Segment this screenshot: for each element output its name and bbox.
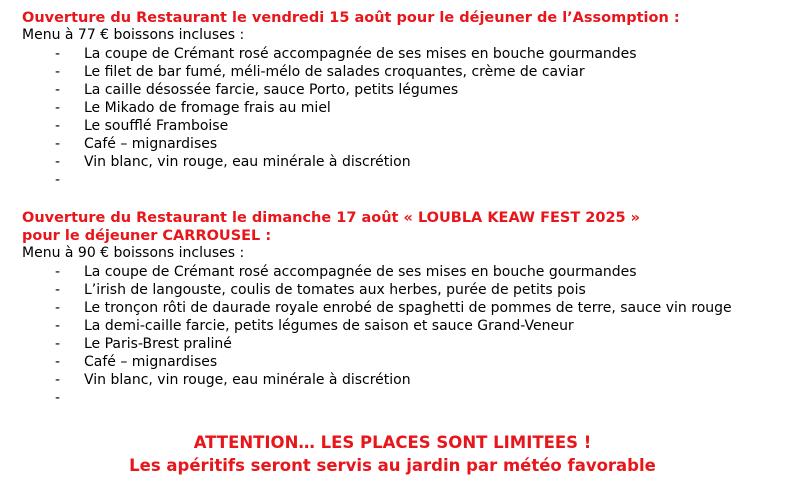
dish-label: Vin blanc, vin rouge, eau minérale à discrétion (84, 154, 411, 170)
list-dash: - (55, 372, 61, 388)
dish-item (22, 281, 782, 299)
assumption-lunch-section (22, 9, 782, 189)
dish-label: La coupe de Crémant rosé accompagnée de ses mises en bouche gourmandes (84, 46, 637, 62)
dish-list (22, 263, 782, 407)
dish-label: La demi-caille farcie, petits légumes de saison et sauce Grand-Veneur (84, 318, 574, 334)
dish-item (22, 371, 782, 389)
list-dash: - (55, 264, 61, 280)
dish-label: Le filet de bar fumé, méli-mélo de salades croquantes, crème de caviar (84, 64, 585, 80)
dish-item (22, 45, 782, 63)
dish-item (22, 81, 782, 99)
list-dash: - (55, 82, 61, 98)
dish-label: Café – mignardises (84, 136, 218, 152)
list-dash: - (55, 46, 61, 62)
dish-label: Le soufflé Framboise (84, 118, 229, 134)
list-dash: - (55, 354, 61, 370)
dish-item (22, 389, 782, 407)
dish-label: Café – mignardises (84, 354, 218, 370)
list-dash: - (55, 282, 61, 298)
dish-item (22, 99, 782, 117)
list-dash: - (55, 118, 61, 134)
dish-item (22, 135, 782, 153)
list-dash: - (55, 390, 61, 406)
dish-label: Le tronçon rôti de daurade royale enrobé de spaghetti de pommes de terre, sauce vin rouge (84, 300, 732, 316)
list-dash: - (55, 136, 61, 152)
section-heading-subline: pour le déjeuner CARROUSEL : (22, 228, 272, 244)
list-dash: - (55, 64, 61, 80)
dish-item (22, 171, 782, 189)
aperitif-garden-notice: Les apéritifs seront servis au jardin par météo favorable (129, 456, 656, 475)
dish-label: L’irish de langouste, coulis de tomates aux herbes, purée de petits pois (84, 282, 586, 298)
list-dash: - (55, 336, 61, 352)
menu-price: Menu à 90 € boissons incluses : (22, 245, 245, 261)
dish-item (22, 153, 782, 171)
list-dash: - (55, 100, 61, 116)
dish-label: La caille désossée farcie, sauce Porto, petits légumes (84, 82, 459, 98)
dish-label: Le Paris-Brest praliné (84, 336, 232, 352)
list-dash: - (55, 318, 61, 334)
menu-price: Menu à 77 € boissons incluses : (22, 27, 245, 43)
dish-label: La coupe de Crémant rosé accompagnée de ses mises en bouche gourmandes (84, 264, 637, 280)
dish-item (22, 317, 782, 335)
list-dash: - (55, 154, 61, 170)
dish-label: Le Mikado de fromage frais au miel (84, 100, 331, 116)
dish-item (22, 263, 782, 281)
list-dash: - (55, 172, 61, 188)
dish-label: Vin blanc, vin rouge, eau minérale à discrétion (84, 372, 411, 388)
section-heading: Ouverture du Restaurant le vendredi 15 août pour le déjeuner de l’Assomption : (22, 10, 680, 26)
dish-item (22, 353, 782, 371)
dish-list (22, 45, 782, 189)
dish-item (22, 299, 782, 317)
limited-seats-notice: ATTENTION… LES PLACES SONT LIMITEES ! (193, 433, 592, 452)
carrousel-lunch-section (22, 209, 782, 407)
dish-item (22, 335, 782, 353)
dish-item (22, 117, 782, 135)
dish-item (22, 63, 782, 81)
list-dash: - (55, 300, 61, 316)
section-heading: Ouverture du Restaurant le dimanche 17 août « LOUBLA KEAW FEST 2025 » (22, 210, 641, 226)
